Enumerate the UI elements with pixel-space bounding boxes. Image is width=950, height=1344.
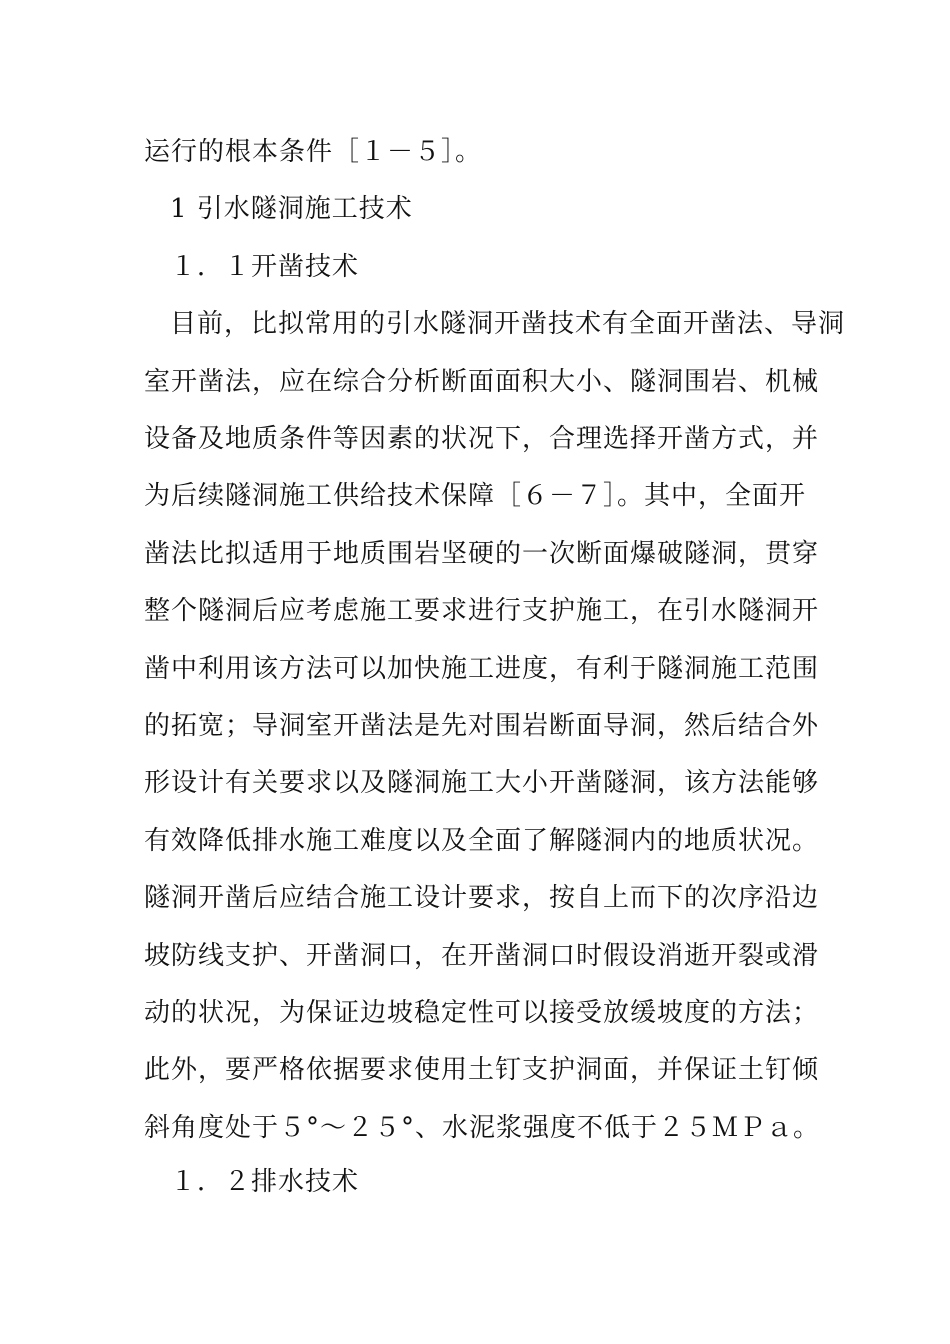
text-line: 运行的根本条件［１－５］。	[144, 137, 483, 167]
text-line: 形设计有关要求以及隧洞施工大小开凿隧洞，该方法能够	[144, 768, 820, 798]
text-line: 凿中利用该方法可以加快施工进度，有利于隧洞施工范围	[144, 654, 820, 684]
text-line: 整个隧洞后应考虑施工要求进行支护施工，在引水隧洞开	[144, 596, 820, 626]
text-line: 动的状况，为保证边坡稳定性可以接受放缓坡度的方法；	[144, 998, 820, 1028]
text-line: 室开凿法，应在综合分析断面面积大小、隧洞围岩、机械	[144, 367, 820, 397]
subsection-heading: １．１开凿技术	[170, 252, 360, 282]
text-line: 斜角度处于５°～２５°、水泥浆强度不低于２５ＭＰａ。	[144, 1113, 821, 1143]
text-line: 目前，比拟常用的引水隧洞开凿技术有全面开凿法、导洞	[170, 309, 846, 339]
subsection-heading: １．２排水技术	[170, 1167, 360, 1197]
section-heading: 1 引水隧洞施工技术	[170, 194, 413, 224]
text-line: 设备及地质条件等因素的状况下，合理选择开凿方式，并	[144, 424, 820, 454]
text-line: 此外，要严格依据要求使用土钉支护洞面，并保证土钉倾	[144, 1055, 820, 1085]
text-line: 的拓宽；导洞室开凿法是先对围岩断面导洞，然后结合外	[144, 711, 820, 741]
text-line: 隧洞开凿后应结合施工设计要求，按自上而下的次序沿边	[144, 883, 820, 913]
text-line: 坡防线支护、开凿洞口，在开凿洞口时假设消逝开裂或滑	[144, 941, 820, 971]
text-line: 为后续隧洞施工供给技术保障［６－７］。其中，全面开	[144, 481, 807, 511]
text-line: 有效降低排水施工难度以及全面了解隧洞内的地质状况。	[144, 826, 820, 856]
text-line: 凿法比拟适用于地质围岩坚硬的一次断面爆破隧洞，贯穿	[144, 539, 820, 569]
